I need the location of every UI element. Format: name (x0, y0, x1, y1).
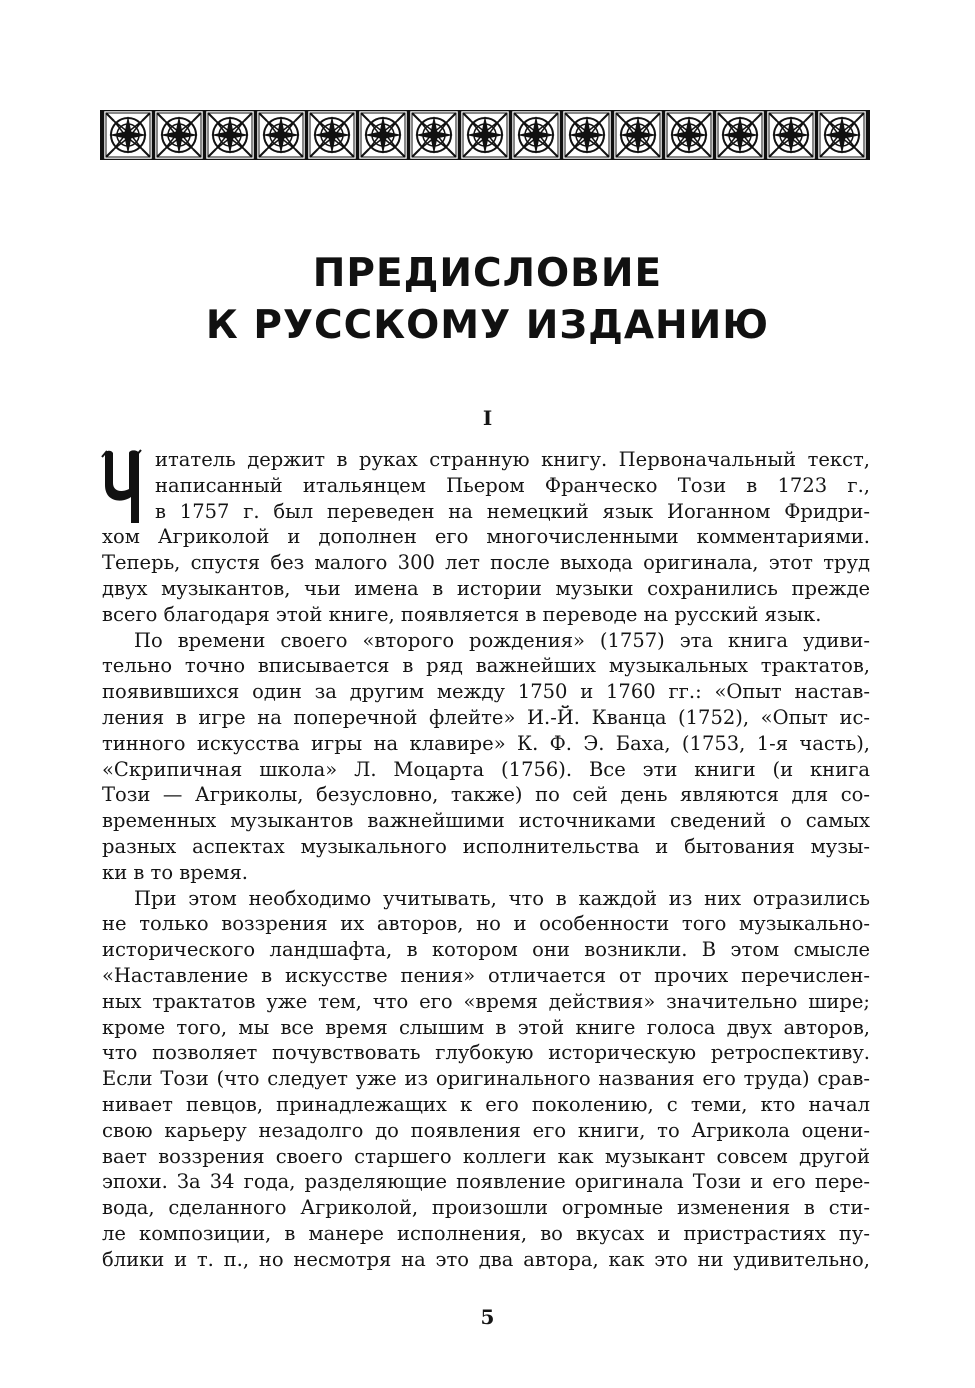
paragraph-line: По времени своего «второго рождения» (1757) эта книга удиви- (134, 628, 870, 652)
paragraph-line: нивает певцов, принадлежащих к его поколению, с теми, кто начал (102, 1092, 870, 1116)
paragraph-line: что позволяет почувствовать глубокую историческую ретроспективу. (102, 1041, 870, 1065)
paragraph-line: разных аспектах музыкального исполнительства и бытования музы- (102, 834, 870, 858)
paragraph-line: эпохи. За 34 года, разделяющие появление оригинала Този и его пере- (102, 1170, 870, 1194)
paragraph-line: Если Този (что следует уже из оригинального названия его труда) срав- (102, 1067, 870, 1091)
title-line-2: К РУССКОМУ ИЗДАНИЮ (205, 303, 770, 348)
paragraph-line: всего благодаря этой книге, появляется в переводе на русский язык. (102, 602, 822, 626)
paragraph-line: ле композиции, в манере исполнения, во вкусах и пристрастиях пу- (102, 1221, 870, 1245)
paragraph-line: вает воззрения своего старшего коллеги как музыкант совсем другой (102, 1144, 870, 1168)
title-line-1: ПРЕДИСЛОВИЕ (312, 251, 663, 296)
body-text (102, 447, 870, 1273)
paragraph-line: ных трактатов уже тем, что его «время действия» значительно шире; (102, 989, 870, 1013)
paragraph-line: блики и т. п., но несмотря на это два автора, как это ни удивительно, (102, 1247, 870, 1271)
page-number: 5 (480, 1305, 495, 1329)
section-number: I (482, 406, 493, 430)
paragraph-line: временных музыкантов важнейшими источниками сведений о самых (102, 809, 870, 833)
paragraph-line: тинного искусства игры на клавире» К. Ф. Э. Баха, (1753, 1-я часть), (102, 731, 870, 755)
paragraph-line: в 1757 г. был переведен на немецкий язык Иоганном Фридри- (155, 499, 870, 523)
paragraph-line: хом Агриколой и дополнен его многочисленными комментариями. (102, 525, 870, 549)
page-title (0, 248, 975, 352)
paragraph-line: вода, сделанного Агриколой, произошли огромные изменения в сти- (102, 1196, 870, 1220)
paragraph-line: итатель держит в руках странную книгу. Первоначальный текст, (155, 448, 870, 471)
paragraph-line: появившихся один за другим между 1750 и 1760 гг.: «Опыт настав- (102, 680, 870, 704)
ornament-border-icon (100, 110, 870, 160)
paragraph-line: Този — Агриколы, безусловно, также) по сей день являются для со- (102, 783, 870, 807)
paragraph-line: «Наставление в искусстве пения» отличается от прочих перечислен- (102, 963, 870, 987)
paragraph-line: «Скрипичная школа» Л. Моцарта (1756). Все эти книги (и книга (102, 757, 870, 781)
paragraph-line: кроме того, мы все время слышим в этой книге голоса двух авторов, (102, 1015, 870, 1039)
paragraph-line: двух музыкантов, чьи имена в истории музыки сохранились прежде (102, 576, 870, 600)
paragraph-line: При этом необходимо учитывать, что в каждой из них отразились (134, 886, 870, 910)
paragraph-line: Теперь, спустя без малого 300 лет после выхода оригинала, этот труд (102, 551, 870, 575)
paragraph-line: исторического ландшафта, в котором они возникли. В этом смысле (102, 938, 870, 962)
paragraph-line: не только воззрения их авторов, но и особенности того музыкально- (102, 912, 870, 936)
paragraph-line: ки в то время. (102, 860, 248, 884)
paragraph-line: тельно точно вписывается в ряд важнейших музыкальных трактатов, (102, 654, 870, 678)
paragraph-line: свою карьеру незадолго до появления его книги, то Агрикола оцени- (102, 1118, 870, 1142)
paragraph-line: написанный итальянцем Пьером Франческо Този в 1723 г., (155, 473, 870, 497)
paragraph-line: ления в игре на поперечной флейте» И.-Й. Кванца (1752), «Опыт ис- (102, 705, 870, 729)
